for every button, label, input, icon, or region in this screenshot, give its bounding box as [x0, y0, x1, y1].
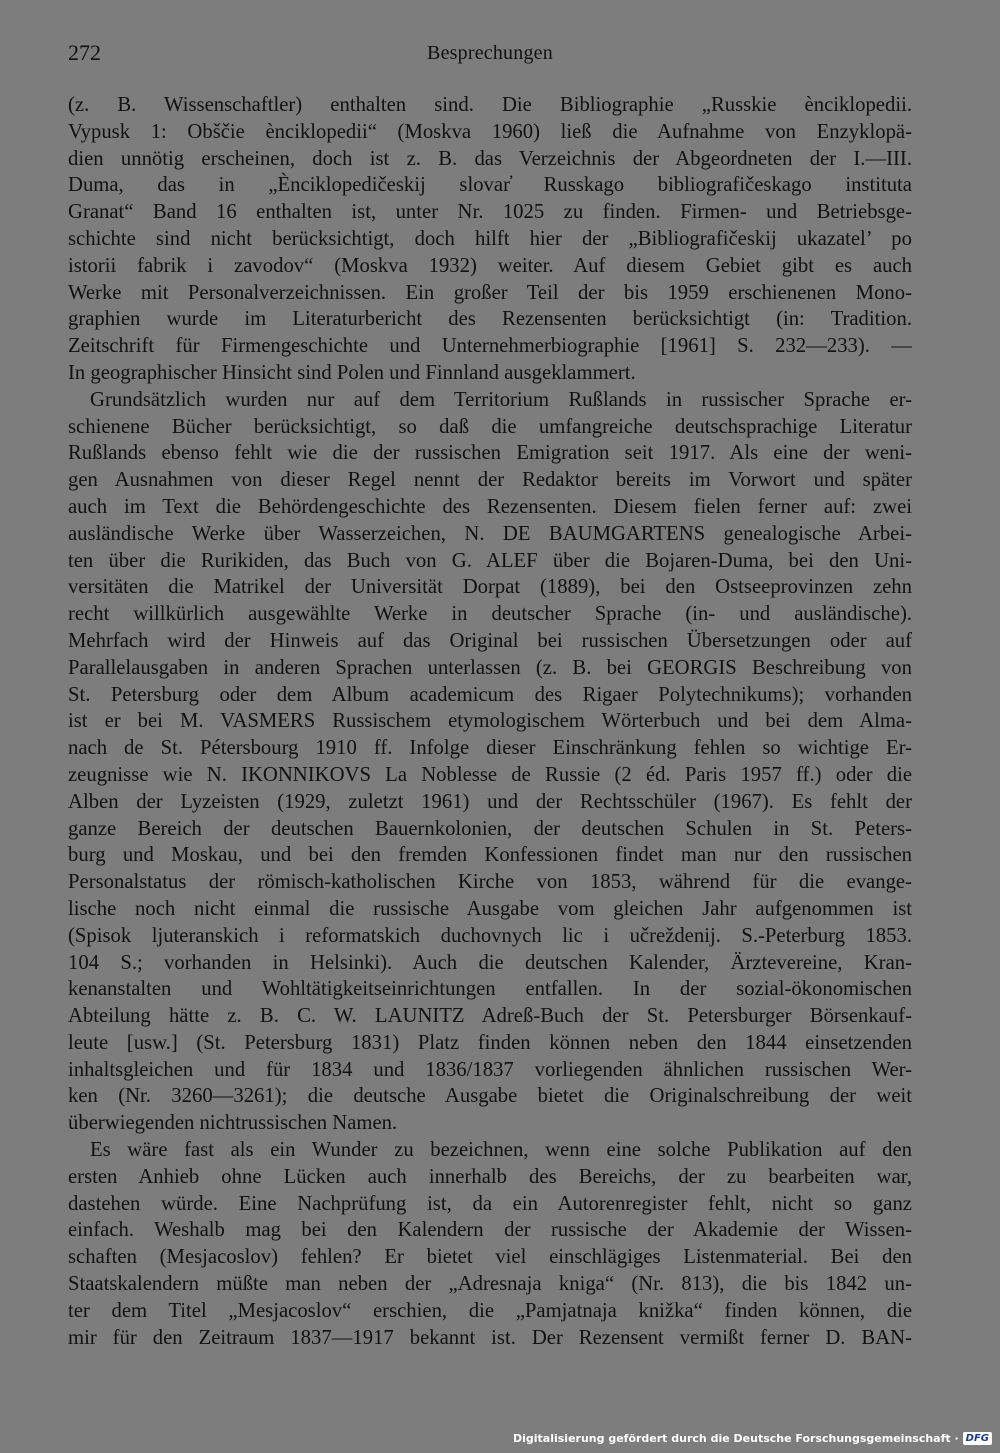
text-line: schaften (Mesjacoslov) fehlen? Er bietet viel einschlägiges Listenmaterial. Bei den — [68, 1246, 912, 1269]
dfg-logo-icon: DFG — [963, 1432, 992, 1445]
text-line: St. Petersburg oder dem Album academicum des Rigaer Polytechnikums); vorhanden — [68, 683, 912, 706]
text-line: ganze Bereich der deutschen Bauernkolonien, der deutschen Schulen in St. Peters- — [68, 817, 912, 840]
text-line: ken (Nr. 3260—3261); die deutsche Ausgabe bietet die Originalschreibung der weit — [68, 1085, 912, 1108]
text-line: Zeitschrift für Firmengeschichte und Unternehmerbiographie [1961] S. 232—233). — — [68, 335, 912, 358]
text-line: Granat“ Band 16 enthalten ist, unter Nr. 1025 zu finden. Firmen- und Betriebsge- — [68, 201, 912, 224]
text-line: Vypusk 1: Obščie ènciklopedii“ (Moskva 1960) ließ die Aufnahme von Enzyklopä- — [68, 120, 912, 143]
text-line: ten über die Rurikiden, das Buch von G. ALEF über die Bojaren-Duma, bei den Uni- — [68, 549, 912, 572]
text-line: ter dem Titel „Mesjacoslov“ erschien, die „Pamjatnaja knižka“ finden können, die — [68, 1299, 912, 1322]
text-line: mir für den Zeitraum 1837—1917 bekannt ist. Der Rezensent vermißt ferner D. BAN- — [68, 1326, 912, 1349]
text-line: ausländische Werke über Wasserzeichen, N. DE BAUMGARTENS genealogische Arbei- — [68, 522, 912, 545]
text-line: Personalstatus der römisch-katholischen Kirche von 1853, während für die evange- — [68, 871, 912, 894]
text-line: Staatskalendern müßte man neben der „Adresnaja kniga“ (Nr. 813), die bis 1842 un- — [68, 1273, 912, 1296]
text-line: dien unnötig erscheinen, doch ist z. B. das Verzeichnis der Abgeordneten der I.—III. — [68, 147, 912, 170]
text-line: Alben der Lyzeisten (1929, zuletzt 1961) und der Rechtsschüler (1967). Es fehlt der — [68, 790, 912, 813]
text-line: gen Ausnahmen von dieser Regel nennt der Redaktor bereits im Vorwort und später — [68, 469, 912, 492]
text-line: inhaltsgleichen und für 1834 und 1836/1837 vorliegenden ähnlichen russischen Wer- — [68, 1058, 912, 1081]
text-line: 104 S.; vorhanden in Helsinki). Auch die deutschen Kalender, Ärztevereine, Kran- — [68, 951, 912, 974]
body-text — [68, 92, 912, 1351]
text-line: istorii fabrik i zavodov“ (Moskva 1932) weiter. Auf diesem Gebiet gibt es auch — [68, 254, 912, 277]
footer-text: Digitalisierung gefördert durch die Deutsche Forschungsgemeinschaft · — [512, 1431, 959, 1445]
text-line: graphien wurde im Literaturbericht des Rezensenten berücksichtigt (in: Tradition. — [68, 308, 912, 331]
text-line: Grundsätzlich wurden nur auf dem Territorium Rußlands in russischer Sprache er- — [90, 388, 912, 411]
text-line: zeugnisse wie N. IKONNIKOVS La Noblesse de Russie (2 éd. Paris 1957 ff.) oder die — [68, 763, 912, 786]
text-line: Parallelausgaben in anderen Sprachen unterlassen (z. B. bei GEORGIS Beschreibung von — [68, 656, 912, 679]
text-line: Es wäre fast als ein Wunder zu bezeichnen, wenn eine solche Publikation auf den — [90, 1139, 912, 1162]
text-line: recht willkürlich ausgewählte Werke in deutscher Sprache (in- und ausländische). — [68, 603, 912, 626]
text-line: Mehrfach wird der Hinweis auf das Original bei russischen Übersetzungen oder auf — [68, 629, 912, 652]
text-line: lische noch nicht einmal die russische Ausgabe vom gleichen Jahr aufgenommen ist — [68, 897, 912, 920]
text-line: dastehen würde. Eine Nachprüfung ist, da ein Autorenregister fehlt, nicht so ganz — [68, 1192, 912, 1215]
text-line: kenanstalten und Wohltätigkeitseinrichtungen entfallen. In der sozial-ökonomischen — [68, 978, 912, 1001]
text-line: einfach. Weshalb mag bei den Kalendern der russische der Akademie der Wissen- — [68, 1219, 912, 1242]
text-line: ersten Anhieb ohne Lücken auch innerhalb des Bereichs, der zu bearbeiten war, — [68, 1165, 912, 1188]
text-line: (z. B. Wissenschaftler) enthalten sind. Die Bibliographie „Russkie ènciklopedii. — [68, 94, 912, 116]
text-line: Abteilung hätte z. B. C. W. LAUNITZ Adreß-Buch der St. Petersburger Börsenkauf- — [68, 1005, 912, 1028]
text-line: auch im Text die Behördengeschichte des Rezensenten. Diesem fielen ferner auf: zwei — [68, 495, 912, 518]
digitization-footer — [513, 1429, 992, 1447]
text-line: nach de St. Pétersbourg 1910 ff. Infolge dieser Einschränkung fehlen so wichtige Er- — [68, 737, 912, 760]
text-line: In geographischer Hinsicht sind Polen und Finnland ausgeklammert. — [68, 361, 636, 384]
text-line: leute [usw.] (St. Petersburg 1831) Platz finden können neben den 1844 einsetzenden — [68, 1031, 912, 1054]
text-line: Werke mit Personalverzeichnissen. Ein großer Teil der bis 1959 erschienenen Mono- — [68, 281, 912, 304]
text-line: überwiegenden nichtrussischen Namen. — [68, 1112, 398, 1135]
text-line: burg und Moskau, und bei den fremden Konfessionen findet man nur den russischen — [68, 844, 912, 867]
text-line: schichte sind nicht berücksichtigt, doch hilft hier der „Bibliografičeskij ukazatel’ po — [68, 227, 912, 250]
running-head: Besprechungen — [427, 42, 553, 64]
text-line: ist er bei M. VASMERS Russischem etymologischem Wörterbuch und bei dem Alma- — [68, 710, 912, 733]
text-line: Duma, das in „Ènciklopedičeskij slovar̕ Russkago bibliografičeskago instituta — [68, 174, 912, 197]
text-line: (Spisok ljuteranskich i reformatskich duchovnych lic i učreždenij. S.-Peterburg 1853. — [68, 924, 912, 947]
text-line: versitäten die Matrikel der Universität Dorpat (1889), bei den Ostseeprovinzen zehn — [68, 576, 912, 599]
text-line: Rußlands ebenso fehlt wie die der russischen Emigration seit 1917. Als eine der weni- — [68, 442, 912, 465]
page-number: 272 — [68, 40, 101, 65]
page-header — [68, 40, 912, 70]
text-line: schienene Bücher berücksichtigt, so daß die umfangreiche deutschsprachige Literatur — [68, 415, 912, 438]
